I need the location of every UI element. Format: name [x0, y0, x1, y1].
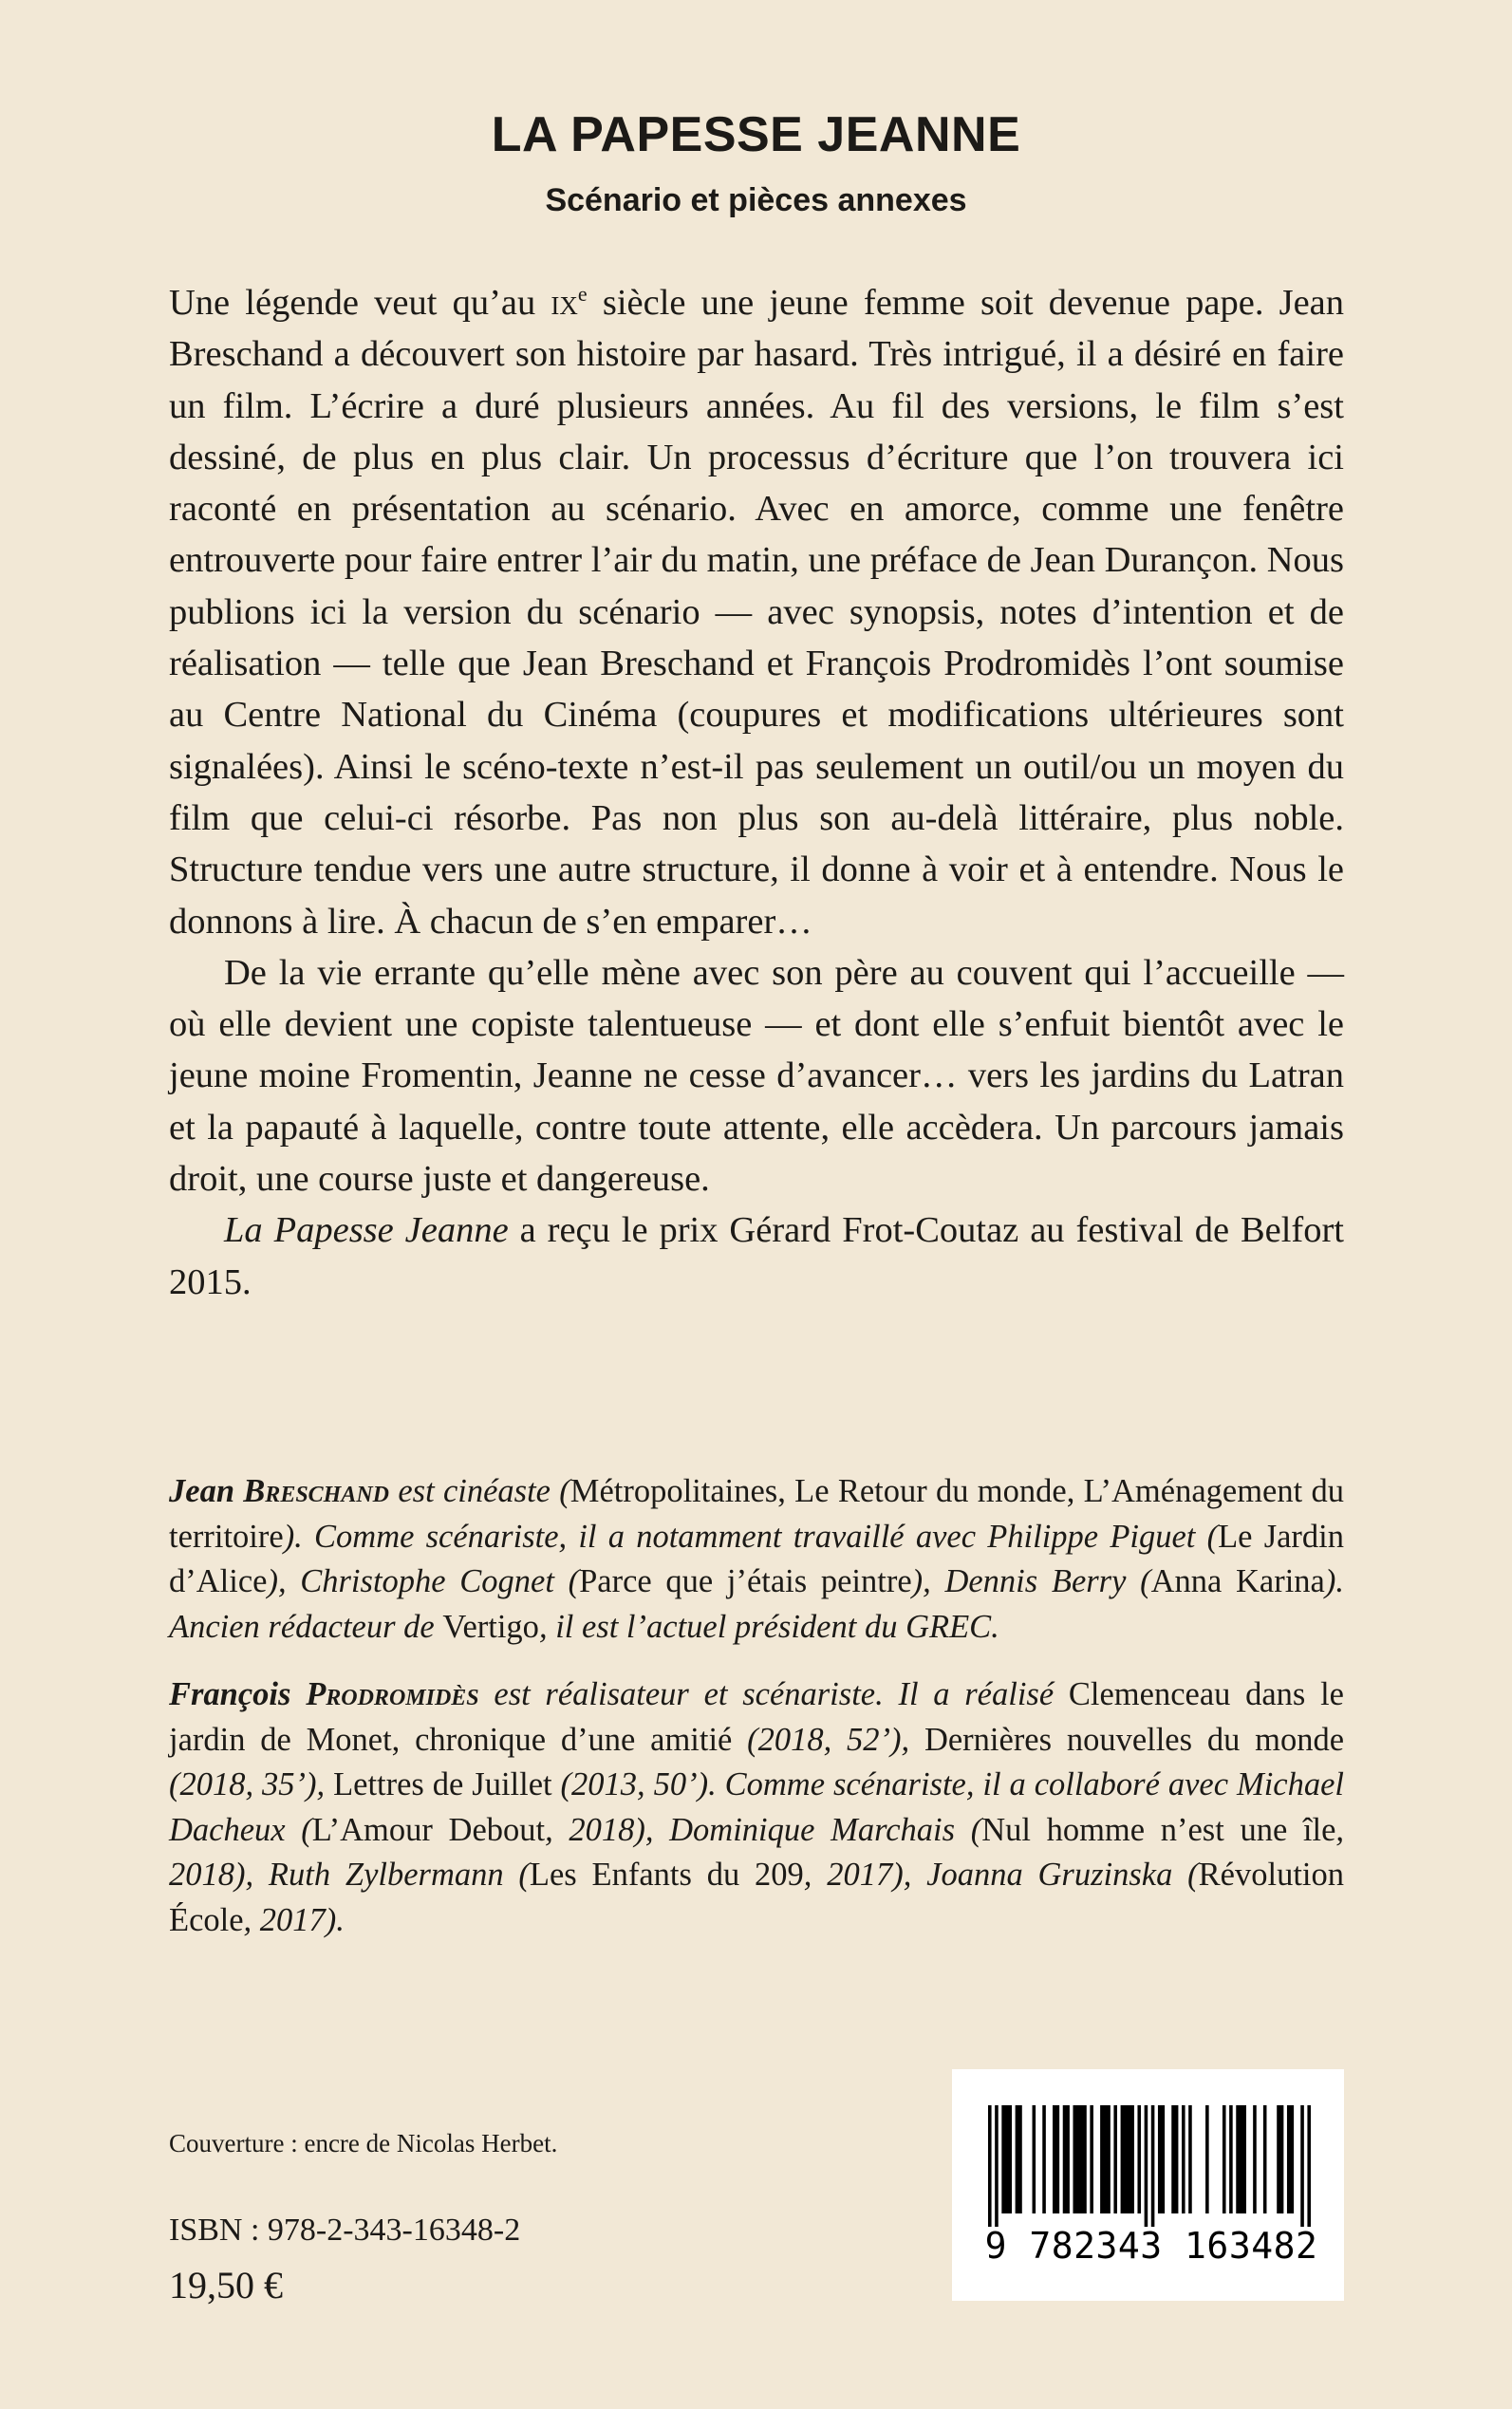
isbn: ISBN : 978-2-343-16348-2: [169, 2213, 521, 2248]
bio-text: ), Christophe Cognet (: [267, 1563, 580, 1599]
bio-text: , il est l’actuel président du GREC.: [538, 1608, 999, 1645]
cover-credit: Couverture : encre de Nicolas Herbet.: [169, 2129, 558, 2157]
barcode-bar: [1121, 2105, 1134, 2213]
barcode-bar: [1158, 2105, 1165, 2213]
barcode: [952, 2069, 1344, 2301]
blurb-text: siècle une jeune femme soit devenue pape. Jean Breschand a découvert son histoire par hasard. Très intrigué, il a désiré en faire un film. L’écrire a duré plusieurs années. Au fil des versions, le film s’est dessiné, de plus en plus clair. Un processus d’écriture que l’on trouvera ici raconté en présentation au scénario. Avec en amorce, comme une fenêtre entrouverte pour faire entrer l’air du matin, une préface de Jean Durançon. Nous publions ici la version du scénario — avec synopsis, notes d’intention et de réalisation — telle que Jean Breschand et François Prodromidès l’ont soumise au Centre National du Cinéma (coupures et modifications ultérieures sont signalées). Ainsi le scéno-texte n’est-il pas seulement un outil/ou un moyen du film que celui-ci résorbe. Pas non plus son au-delà littéraire, plus noble. Structure tendue vers une autre structure, il donne à voir et à entendre. Nous le donnons à lire. À chacun de s’en emparer…: [169, 283, 1345, 942]
work-title: Les Enfants du 209: [529, 1857, 804, 1893]
barcode-bars: [988, 2105, 1311, 2227]
bio-text: , 2017), Joanna Gruzinska (: [803, 1857, 1199, 1893]
barcode-bar: [1205, 2105, 1209, 2213]
barcode-bar: [1090, 2105, 1093, 2213]
barcode-bar: [1307, 2105, 1311, 2227]
barcode-bar: [988, 2105, 992, 2227]
work-title: Parce que j’étais peintre: [579, 1563, 912, 1599]
book-subtitle: Scénario et pièces annexes: [545, 182, 967, 218]
bio-text: (2013, 50’). Comme scénariste, il a collaboré avec Michael Dacheux (: [169, 1766, 1344, 1848]
barcode-bar: [1053, 2105, 1059, 2213]
barcode-bar: [1300, 2105, 1304, 2227]
work-title: Clemenceau dans le jardin de Monet, chronique d’une amitié: [169, 1676, 1344, 1758]
barcode-bar: [1073, 2105, 1086, 2213]
work-title: Anna Karina: [1150, 1563, 1325, 1599]
work-title: L’Amour Debout: [311, 1811, 546, 1848]
bio-text: (2018, 35’),: [169, 1766, 334, 1802]
bio-text: est cinéaste (: [389, 1473, 570, 1509]
barcode-bar: [1151, 2105, 1155, 2227]
barcode-bar: [1113, 2105, 1117, 2213]
barcode-digits: 9 782343 163482: [984, 2225, 1318, 2267]
bio-text: , 2018), Dominique Marchais (: [545, 1811, 982, 1848]
author-first-name: Jean: [169, 1473, 244, 1509]
work-title: Métropolitaines, Le Retour du monde, L’Aménagement du territoire: [169, 1473, 1344, 1555]
barcode-bar: [1253, 2105, 1257, 2213]
barcode-bar: [1236, 2105, 1246, 2213]
bio-francois-prodromides: [169, 1672, 1344, 1943]
author-name: [169, 1473, 389, 1509]
barcode-bar: [1229, 2105, 1233, 2213]
back-cover-blurb: [169, 277, 1344, 1308]
barcode-bar: [995, 2105, 999, 2227]
barcode-bar: [1033, 2105, 1036, 2213]
bio-text: ), Dennis Berry (: [911, 1563, 1151, 1599]
bio-text: , 2018), Ruth Zylbermann (: [169, 1811, 1345, 1893]
blurb-paragraph-1: [169, 277, 1344, 947]
work-title: Révolution École: [169, 1857, 1344, 1938]
barcode-bar: [1100, 2105, 1111, 2213]
barcode-bar: [1223, 2105, 1226, 2213]
blurb-text: Une légende veut qu’au: [169, 283, 551, 323]
century-numeral: ix: [551, 283, 578, 323]
blurb-text: a reçu le prix Gérard Frot-Coutaz au festival de Belfort 2015.: [169, 1210, 1345, 1302]
blurb-paragraph-2: De la vie errante qu’elle mène avec son père au couvent qui l’accueille — où elle devient une copiste talentueuse — et dont elle s’enfuit bientôt avec le jeune moine Fromentin, Jeanne ne cesse d’avancer… vers les jardins du Latran et la papauté à laquelle, contre toute attente, elle accèdera. Un parcours jamais droit, une course juste et dangereuse.: [169, 952, 1344, 1200]
author-first-name: François: [169, 1676, 307, 1712]
blurb-paragraph-3: [169, 1204, 1344, 1308]
author-last-name: Prodromidès: [306, 1676, 479, 1712]
bio-text: ). Comme scénariste, il a notamment travaillé avec Philippe Piguet (: [283, 1518, 1219, 1555]
barcode-bar: [1188, 2105, 1192, 2213]
work-title: Dernières nouvelles du monde: [924, 1721, 1345, 1758]
author-name: [169, 1676, 479, 1712]
work-title: Le Jardin d’Alice: [169, 1518, 1345, 1599]
book-title: LA PAPESSE JEANNE: [491, 107, 1021, 162]
barcode-bar: [1287, 2105, 1294, 2213]
work-title: Lettres de Juillet: [333, 1766, 552, 1802]
film-title: La Papesse Jeanne: [224, 1210, 509, 1251]
bio-text: est réalisateur et scénariste. Il a réalisé: [478, 1676, 1069, 1712]
bio-jean-breschand: [169, 1469, 1344, 1650]
author-bios: [169, 1469, 1344, 1966]
barcode-bar: [1137, 2105, 1141, 2213]
price: 19,50 €: [169, 2264, 283, 2306]
barcode-bar: [1182, 2105, 1185, 2213]
century-superscript: e: [577, 282, 588, 307]
barcode-bar: [1063, 2105, 1070, 2213]
barcode-bar: [1277, 2105, 1283, 2213]
barcode-bar: [1016, 2105, 1022, 2213]
author-last-name: Breschand: [243, 1473, 390, 1509]
work-title: Vertigo: [442, 1608, 539, 1645]
bio-text: (2018, 52’),: [732, 1721, 924, 1758]
barcode-bar: [1145, 2105, 1148, 2227]
work-title: Nul homme n’est une île: [981, 1811, 1336, 1848]
barcode-bar: [1263, 2105, 1267, 2213]
barcode-bar: [1042, 2105, 1046, 2213]
bio-text: , 2017).: [243, 1901, 345, 1938]
bio-text: ). Ancien rédacteur de: [169, 1563, 1344, 1645]
barcode-bar: [1171, 2105, 1178, 2213]
barcode-bar: [1001, 2105, 1012, 2213]
